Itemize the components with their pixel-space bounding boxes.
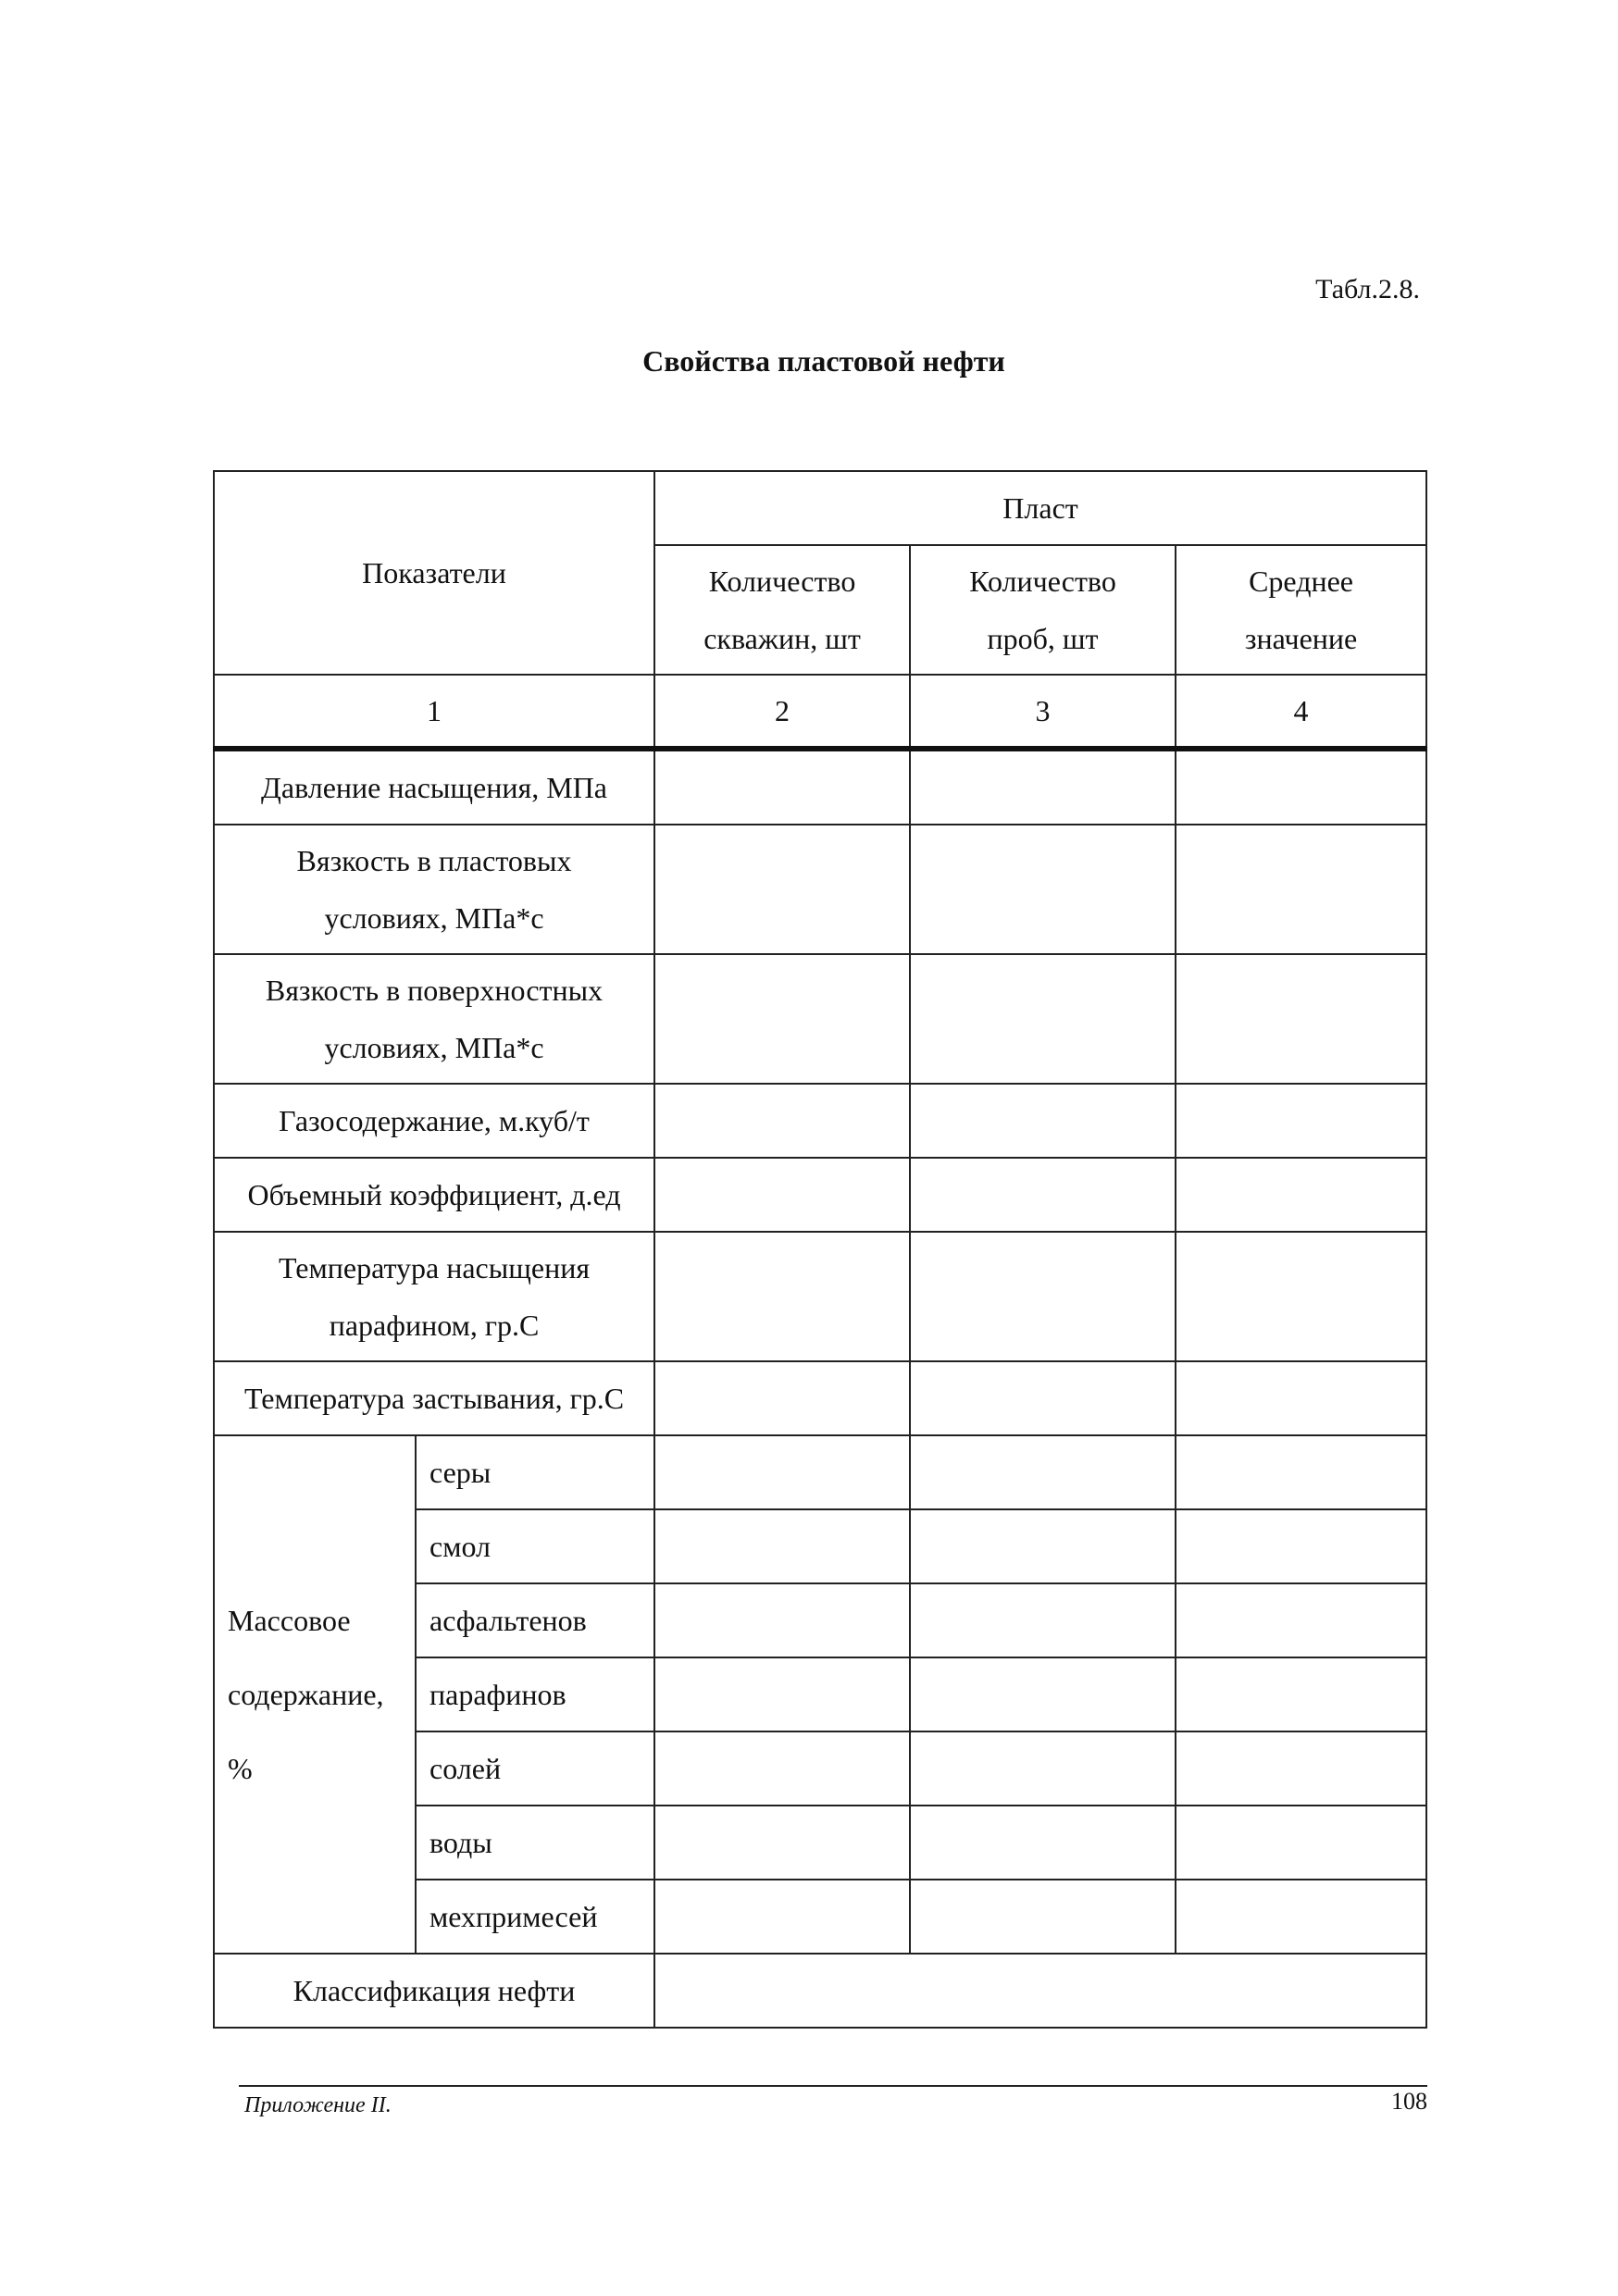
value-cell xyxy=(654,954,910,1084)
header-wells-count: Количество скважин, шт xyxy=(654,545,910,675)
column-number: 1 xyxy=(214,675,654,749)
row-label: Давление насыщения, МПа xyxy=(214,749,654,825)
value-cell xyxy=(654,1509,910,1583)
table-row xyxy=(214,1954,1426,2028)
mass-content-item: воды xyxy=(416,1806,654,1880)
value-cell xyxy=(1176,1084,1426,1158)
table-row xyxy=(214,749,1426,825)
value-cell xyxy=(1176,1232,1426,1361)
page-number: 108 xyxy=(1391,2088,1427,2115)
value-cell xyxy=(910,1583,1176,1657)
value-cell xyxy=(910,1232,1176,1361)
header-row-1 xyxy=(214,471,1426,545)
value-cell xyxy=(1176,825,1426,954)
row-label: Температура застывания, гр.С xyxy=(214,1361,654,1435)
header-layer: Пласт xyxy=(654,471,1426,545)
table-number: Табл.2.8. xyxy=(1315,274,1420,304)
value-cell xyxy=(1176,1731,1426,1806)
column-number-row xyxy=(214,675,1426,749)
table-row xyxy=(214,1158,1426,1232)
value-cell xyxy=(654,825,910,954)
value-cell xyxy=(1176,1806,1426,1880)
value-cell xyxy=(654,1084,910,1158)
value-cell xyxy=(910,954,1176,1084)
value-cell xyxy=(654,1232,910,1361)
value-cell xyxy=(654,1806,910,1880)
oil-properties-table xyxy=(213,470,1427,2029)
mass-content-item: мехпримесей xyxy=(416,1880,654,1954)
row-label: Вязкость в пластовых условиях, МПа*с xyxy=(214,825,654,954)
value-cell xyxy=(910,1806,1176,1880)
table-row xyxy=(214,1361,1426,1435)
value-cell xyxy=(1176,954,1426,1084)
value-cell xyxy=(1176,1657,1426,1731)
mass-content-item: серы xyxy=(416,1435,654,1509)
value-cell xyxy=(654,1583,910,1657)
header-indicators: Показатели xyxy=(214,471,654,675)
value-cell xyxy=(1176,749,1426,825)
table-row xyxy=(214,1435,1426,1509)
column-number: 2 xyxy=(654,675,910,749)
value-cell xyxy=(1176,1435,1426,1509)
value-cell xyxy=(910,825,1176,954)
mass-content-item: асфальтенов xyxy=(416,1583,654,1657)
value-cell xyxy=(654,1435,910,1509)
value-cell xyxy=(654,1731,910,1806)
mass-content-item: солей xyxy=(416,1731,654,1806)
row-label: Температура насыщения парафином, гр.С xyxy=(214,1232,654,1361)
header-samples-count: Количество проб, шт xyxy=(910,545,1176,675)
value-cell xyxy=(1176,1361,1426,1435)
row-label: Вязкость в поверхностных условиях, МПа*с xyxy=(214,954,654,1084)
classification-value xyxy=(654,1954,1426,2028)
value-cell xyxy=(910,1509,1176,1583)
value-cell xyxy=(654,1361,910,1435)
value-cell xyxy=(1176,1583,1426,1657)
table-row xyxy=(214,1084,1426,1158)
column-number: 3 xyxy=(910,675,1176,749)
header-average-value: Среднее значение xyxy=(1176,545,1426,675)
value-cell xyxy=(1176,1509,1426,1583)
value-cell xyxy=(654,1880,910,1954)
mass-content-item: парафинов xyxy=(416,1657,654,1731)
value-cell xyxy=(1176,1158,1426,1232)
value-cell xyxy=(910,1361,1176,1435)
value-cell xyxy=(910,1084,1176,1158)
mass-content-item: смол xyxy=(416,1509,654,1583)
value-cell xyxy=(1176,1880,1426,1954)
value-cell xyxy=(910,1880,1176,1954)
classification-label: Классификация нефти xyxy=(214,1954,654,2028)
mass-content-label: Массовое содержание, % xyxy=(214,1435,416,1954)
column-number: 4 xyxy=(1176,675,1426,749)
row-label: Газосодержание, м.куб/т xyxy=(214,1084,654,1158)
value-cell xyxy=(654,749,910,825)
value-cell xyxy=(910,1435,1176,1509)
row-label: Объемный коэффициент, д.ед xyxy=(214,1158,654,1232)
footer-appendix: Приложение II. xyxy=(244,2093,392,2117)
table-row xyxy=(214,825,1426,954)
value-cell xyxy=(654,1657,910,1731)
value-cell xyxy=(910,749,1176,825)
value-cell xyxy=(910,1158,1176,1232)
table-row xyxy=(214,954,1426,1084)
table-title: Свойства пластовой нефти xyxy=(642,344,1005,378)
value-cell xyxy=(910,1657,1176,1731)
footer-divider xyxy=(239,2085,1427,2087)
value-cell xyxy=(654,1158,910,1232)
value-cell xyxy=(910,1731,1176,1806)
table-row xyxy=(214,1232,1426,1361)
